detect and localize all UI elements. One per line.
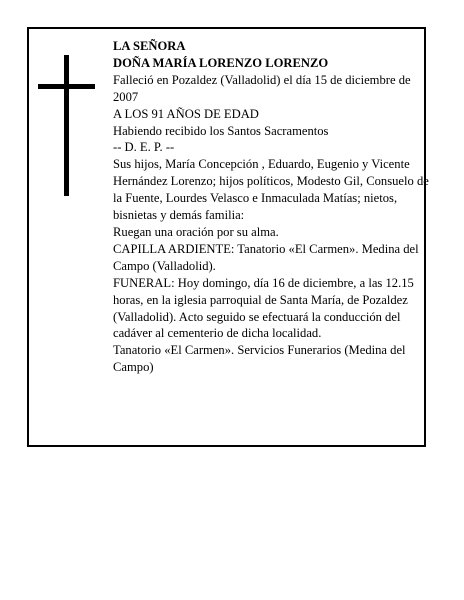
obituary-text [113, 38, 431, 376]
age-at-death: A LOS 91 AÑOS DE EDAD [113, 106, 259, 121]
death-place-date: Falleció en Pozaldez (Valladolid) el día 15 de diciembre de 2007 [113, 72, 411, 104]
funeral-info: FUNERAL: Hoy domingo, día 16 de diciembre, a las 12.15 horas, en la iglesia parroquial de Santa María, de Pozaldez (Valladolid). Acto seguido se efectuará la conducción del cadáver al cementerio de dicha localidad. [113, 275, 414, 341]
cross-icon-crossbar [38, 84, 95, 89]
sacraments-line: Habiendo recibido los Santos Sacramentos [113, 123, 329, 138]
cross-icon [64, 55, 69, 196]
deceased-title: LA SEÑORA [113, 39, 186, 53]
funeral-home: Tanatorio «El Carmen». Servicios Funerarios (Medina del Campo) [113, 343, 406, 375]
prayer-request: Ruegan una oración por su alma. [113, 224, 279, 239]
rip-line: -- D. E. P. -- [113, 140, 175, 155]
chapel-info: CAPILLA ARDIENTE: Tanatorio «El Carmen». Medina del Campo (Valladolid). [113, 241, 419, 273]
deceased-name: DOÑA MARÍA LORENZO LORENZO [113, 55, 329, 70]
family-list: Sus hijos, María Concepción , Eduardo, Eugenio y Vicente Hernández Lorenzo; hijos políticos, Modesto Gil, Consuelo de la Fuente, Lourdes Velasco e Inmaculada Matías; nietos, bisnietas y demás familia: [113, 157, 429, 223]
